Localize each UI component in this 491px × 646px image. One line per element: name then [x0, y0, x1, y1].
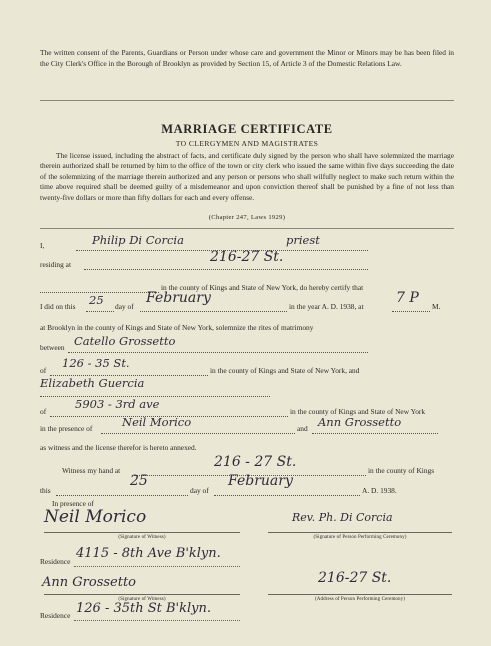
label-of-2: of [40, 407, 47, 416]
caption-signature-witness-2: (Signature of Witness) [118, 597, 166, 602]
label-dayof: day of [115, 302, 134, 311]
hw-residence-1: 4115 - 8th Ave B'klyn. [76, 546, 221, 561]
label-this: this [40, 486, 51, 495]
hw-bride-address: 5903 - 3rd ave [75, 397, 160, 411]
divider-bottom [40, 228, 454, 229]
label-in-presence: In presence of [52, 499, 94, 508]
hw-residing: 216-27 St. [210, 249, 284, 265]
label-residence-2: Residence [40, 611, 71, 620]
hw-residence-2: 126 - 35th St B'klyn. [76, 601, 212, 616]
label-solemnize: at Brooklyn in the county of Kings and State of New York, solemnize the rites of matrimony [40, 323, 314, 332]
notice-paragraph: The license issued, including the abstract of facts, and certificate duly signed by the person who shall have solemnized the marriage therein authorized shall be returned by him to the office of the town or city clerk who issued the same within five days succeeding the date of the solemnizing of the marriage therein authorized and any person or persons who shall wilfully neglect to make such return within the time above required shall be deemed guilty of a misdemeanor and upon conviction thereof shall be punished by a fine of not less than twenty-five dollars or more than fifty dollars for each and every offense. [40, 151, 454, 202]
label-county-kings: in the county of Kings [368, 466, 435, 475]
label-annexed: as witness and the license therefor is hereto annexed. [40, 443, 197, 452]
residence1-line [74, 566, 240, 567]
blank-line-3 [40, 283, 159, 293]
hw-month2: February [228, 473, 293, 489]
certificate-title: MARRIAGE CERTIFICATE [161, 122, 333, 136]
label-residing: residing at [40, 260, 71, 269]
label-residence-1: Residence [40, 557, 71, 566]
hw-witness1: Neil Morico [122, 415, 192, 429]
label-kings-ny: in the county of Kings and State of New York [290, 407, 426, 416]
hw-hour: 7 P [396, 290, 419, 306]
hw-groom: Catello Grossetto [74, 334, 176, 348]
residence2-line [74, 620, 240, 621]
label-ad1938: A. D. 1938. [362, 486, 397, 495]
hw-signature-witness1: Neil Morico [44, 507, 147, 527]
hw-witness2: Ann Grossetto [318, 415, 402, 429]
caption-address-person: (Address of Person Performing Ceremony) [315, 597, 405, 602]
label-witness-hand: Witness my hand at [62, 466, 121, 475]
hw-priest-address: 216-27 St. [318, 570, 392, 586]
hw-witness-hand: 216 - 27 St. [214, 454, 297, 470]
label-of-1: of [40, 366, 47, 375]
label-presence: in the presence of [40, 424, 93, 433]
hw-bride: Elizabeth Guercia [40, 376, 145, 390]
caption-signature-person: (Signature of Person Performing Ceremony) [313, 535, 407, 540]
hw-groom-address: 126 - 35 St. [62, 356, 130, 370]
hw-signature-priest: Rev. Ph. Di Corcia [292, 511, 393, 524]
label-did: I did on this [40, 302, 76, 311]
label-year: in the year A. D. 1938, at [289, 302, 364, 311]
label-certify: in the county of Kings and State of New York, do hereby certify that [161, 283, 364, 292]
hw-officiant: Philip Di Corcia [92, 233, 184, 247]
label-between: between [40, 343, 65, 352]
consent-paragraph: The written consent of the Parents, Guardians or Person under whose care and government the Minor or Minors may be has been filed in the City Clerk's Office in the Borough of Brooklyn as provided by Section 15, of Article 3 of the Domestic Relations Law. [40, 48, 454, 68]
label-and: and [297, 424, 308, 433]
label-m: M. [432, 302, 441, 311]
label-i: I, [40, 241, 45, 250]
hw-month: February [146, 290, 211, 306]
hw-day: 25 [89, 293, 104, 307]
caption-signature-witness: (Signature of Witness) [118, 535, 166, 540]
chapter-reference: (Chapter 247, Laws 1929) [208, 214, 286, 221]
hw-signature-witness2: Ann Grossetto [42, 575, 137, 590]
hw-day2: 25 [130, 473, 148, 489]
label-kings-and: in the county of Kings and State of New York, and [210, 366, 360, 375]
day2-line [56, 486, 188, 496]
certificate-subtitle: TO CLERGYMEN AND MAGISTRATES [175, 139, 319, 148]
divider-top [40, 100, 454, 101]
label-dayof2: day of [190, 486, 209, 495]
hw-officiant-title: priest [286, 233, 320, 247]
